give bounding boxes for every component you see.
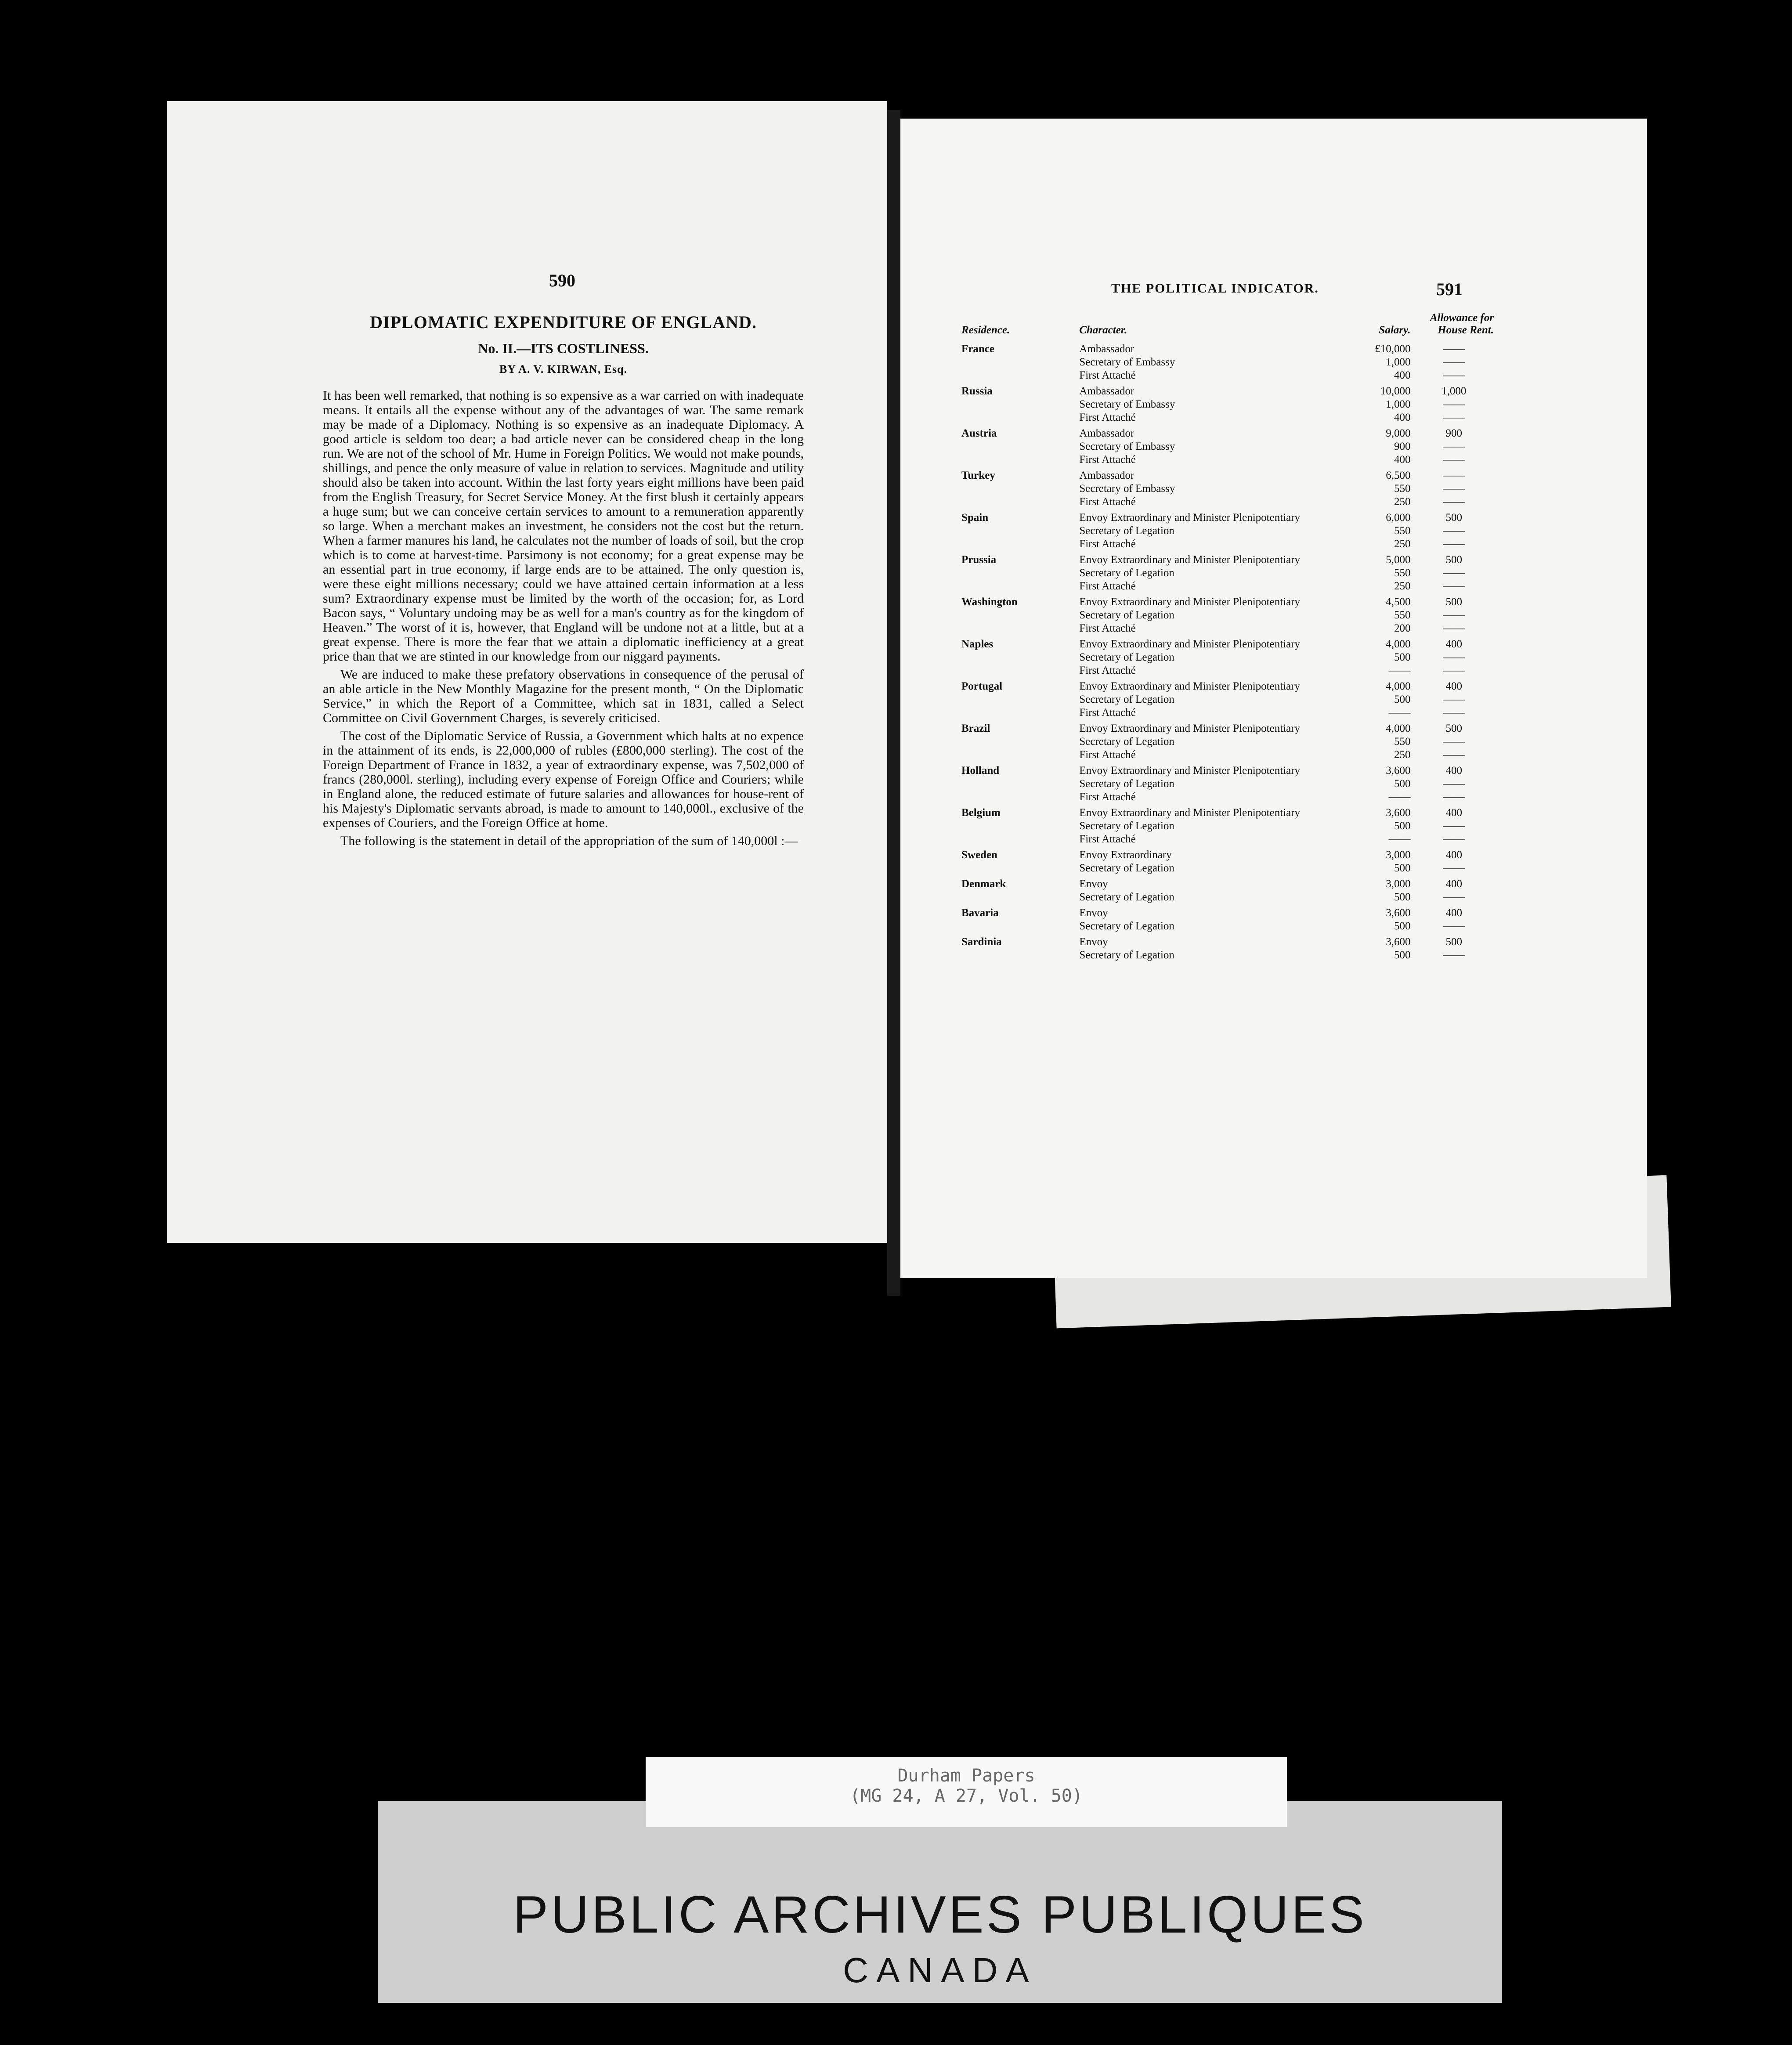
table-row [960,609,1496,622]
residence-cell: Washington [961,596,1018,608]
rent-cell: 500 [1445,512,1463,524]
residence-cell: Spain [961,512,989,524]
table-row [960,424,1496,440]
salary-cell: 6,500 [1386,470,1411,481]
residence-cell [960,706,1077,719]
character-cell: Ambassador [1079,385,1134,397]
table-row [960,551,1496,567]
table-row [960,949,1496,962]
salary-cell: —— [1388,665,1411,676]
table-row [960,466,1496,482]
residence-cell [960,398,1077,411]
residence-cell: Austria [961,427,997,439]
table-row [960,677,1496,693]
table-row [960,593,1496,609]
rent-cell: —— [1443,891,1465,903]
table-row [960,453,1496,466]
character-cell: First Attaché [1079,665,1136,676]
table-row [960,875,1496,891]
character-cell: Secretary of Legation [1079,609,1174,621]
rent-cell: —— [1443,525,1465,537]
rent-cell: —— [1443,949,1465,961]
character-cell: Secretary of Legation [1079,736,1174,748]
character-cell: First Attaché [1079,369,1136,381]
rent-cell: —— [1443,398,1465,410]
page-number: 591 [1436,279,1463,299]
character-cell: First Attaché [1079,412,1136,423]
article-paragraph: We are induced to make these prefatory observations in consequence of the perusal of an able article in the New Monthly Magazine for the present month, “ On the Diplomatic Service,” in which the Report of a Committee, which sat in 1831, called a Select Committee on Civil Government Charges, is severely criticised. [323,667,804,725]
running-head: THE POLITICAL INDICATOR. [1111,281,1319,296]
residence-cell [960,920,1077,933]
salary-cell: 4,500 [1386,596,1411,608]
residence-cell: Sardinia [961,936,1002,948]
table-row [960,762,1496,777]
table-row [960,920,1496,933]
rent-cell: —— [1443,483,1465,495]
residence-cell [960,735,1077,748]
table-row [960,356,1496,369]
salary-cell: 3,600 [1386,765,1411,777]
salary-cell: 550 [1394,609,1411,621]
table-row [960,846,1496,862]
archive-stamp [378,1801,1502,2003]
table-row [960,791,1496,804]
book-spine [887,110,900,1296]
residence-cell: Prussia [961,554,997,566]
character-cell: Envoy Extraordinary and Minister Plenipotentiary [1079,596,1301,608]
rent-cell: 1,000 [1442,385,1467,397]
character-cell: Envoy Extraordinary and Minister Plenipotentiary [1079,638,1301,650]
character-cell: Secretary of Legation [1079,525,1174,537]
character-cell: Secretary of Legation [1079,862,1174,874]
article [323,312,804,852]
residence-cell: Belgium [961,807,1001,819]
character-cell: Secretary of Embassy [1079,398,1175,410]
salary-cell: 4,000 [1386,638,1411,650]
salary-cell: 3,000 [1386,878,1411,890]
salary-cell: 3,600 [1386,907,1411,919]
character-cell: First Attaché [1079,454,1136,466]
character-cell: Secretary of Legation [1079,651,1174,663]
table-row [960,748,1496,762]
residence-cell [960,891,1077,904]
table-row [960,567,1496,580]
rent-cell: —— [1443,538,1465,550]
salary-cell: 250 [1394,749,1411,761]
character-cell: Secretary of Legation [1079,778,1174,790]
rent-cell: —— [1443,791,1465,803]
table-row [960,340,1496,356]
salary-cell: 550 [1394,483,1411,495]
residence-cell: Holland [961,765,1000,777]
rent-cell: —— [1443,694,1465,705]
salary-cell: £10,000 [1375,343,1411,355]
right-page [900,119,1647,1278]
rent-cell: —— [1443,665,1465,676]
salary-cell: 4,000 [1386,680,1411,692]
table-row [960,904,1496,920]
residence-cell [960,693,1077,706]
table-row [960,719,1496,735]
residence-cell: Turkey [961,470,995,481]
salary-cell: —— [1388,833,1411,845]
rent-cell: 400 [1445,878,1463,890]
table-row [960,891,1496,904]
salary-cell: 250 [1394,538,1411,550]
salary-cell: 900 [1394,441,1411,452]
table-row [960,538,1496,551]
character-cell: Envoy [1079,907,1108,919]
table-header-row [960,312,1496,340]
character-cell: First Attaché [1079,791,1136,803]
residence-cell [960,538,1077,551]
character-cell: Envoy Extraordinary [1079,849,1172,861]
character-cell: Envoy Extraordinary and Minister Plenipotentiary [1079,765,1301,777]
residence-cell: Sweden [961,849,997,861]
residence-cell [960,482,1077,495]
residence-header: Residence. [961,324,1010,336]
character-cell: Secretary of Legation [1079,920,1174,932]
rent-cell: 400 [1445,849,1463,861]
residence-cell [960,949,1077,962]
rent-cell: —— [1443,454,1465,466]
article-subtitle: No. II.—ITS COSTLINESS. [478,340,649,356]
residence-cell [960,664,1077,677]
rent-cell: —— [1443,833,1465,845]
salary-cell: 3,600 [1386,807,1411,819]
character-header: Character. [1079,324,1127,336]
residence-cell [960,609,1077,622]
salary-cell: 5,000 [1386,554,1411,566]
character-cell: Ambassador [1079,343,1134,355]
character-cell: Envoy Extraordinary and Minister Plenipotentiary [1079,807,1301,819]
salary-cell: 500 [1394,778,1411,790]
residence-cell: Denmark [961,878,1006,890]
salary-cell: 400 [1394,412,1411,423]
residence-cell [960,524,1077,538]
salary-cell: 500 [1394,949,1411,961]
rent-cell: 400 [1445,807,1463,819]
archive-label-line2: (MG 24, A 27, Vol. 50) [850,1786,1083,1806]
rent-cell: —— [1443,496,1465,508]
salary-cell: 550 [1394,525,1411,537]
salary-cell: 3,600 [1386,936,1411,948]
stamp-subtitle: CANADA [843,1951,1037,1990]
rent-cell: —— [1443,441,1465,452]
article-byline: BY A. V. KIRWAN, Esq. [499,363,628,376]
residence-cell: Portugal [961,680,1003,692]
salary-cell: 400 [1394,454,1411,466]
table-row [960,580,1496,593]
salary-cell: 250 [1394,580,1411,592]
rent-cell: —— [1443,580,1465,592]
residence-cell [960,622,1077,635]
table-row [960,833,1496,846]
salary-cell: 500 [1394,694,1411,705]
character-cell: Envoy Extraordinary and Minister Plenipotentiary [1079,680,1301,692]
salary-cell: 550 [1394,736,1411,748]
salary-table-body [960,340,1496,962]
character-cell: Envoy Extraordinary and Minister Plenipotentiary [1079,512,1301,524]
rent-cell: —— [1443,622,1465,634]
residence-cell: Brazil [961,723,990,734]
salary-cell: 500 [1394,920,1411,932]
residence-cell [960,651,1077,664]
rent-cell: 500 [1445,723,1463,734]
rent-header: Allowance for House Rent. [1430,312,1494,336]
table-row [960,651,1496,664]
rent-cell: —— [1443,356,1465,368]
character-cell: First Attaché [1079,538,1136,550]
residence-cell [960,777,1077,791]
table-row [960,804,1496,820]
character-cell: First Attaché [1079,833,1136,845]
table-row [960,382,1496,398]
rent-cell: —— [1443,778,1465,790]
residence-cell [960,833,1077,846]
rent-cell: —— [1443,920,1465,932]
rent-cell: —— [1443,412,1465,423]
article-paragraph: The cost of the Diplomatic Service of Russia, a Government which halts at no expence in the attainment of its ends, is 22,000,000 of rubles (£800,000 sterling). The cost of the Foreign Department of France in 1832, a year of extraordinary expense, was 7,502,000 of francs (280,000l. sterling), including every expense of Foreign Office and Couriers; while in England alone, the reduced estimate of future salaries and allowances for house-rent of his Majesty's Diplomatic servants abroad, is made to amount to 140,000l., exclusive of the expenses of Couriers, and the Foreign Office at home. [323,729,804,830]
character-cell: Secretary of Legation [1079,820,1174,832]
rent-cell: 400 [1445,765,1463,777]
archive-label [646,1757,1287,1827]
character-cell: First Attaché [1079,749,1136,761]
rent-cell: —— [1443,567,1465,579]
residence-cell [960,356,1077,369]
salary-table-wrapper [960,312,1496,962]
salary-cell: 500 [1394,862,1411,874]
rent-cell: 500 [1445,936,1463,948]
salary-cell: —— [1388,707,1411,719]
residence-cell [960,748,1077,762]
page-number: 590 [549,271,575,290]
character-cell: Envoy Extraordinary and Minister Plenipotentiary [1079,723,1301,734]
rent-cell: —— [1443,707,1465,719]
article-paragraph: The following is the statement in detail of the appropriation of the sum of 140,000l :— [340,834,798,848]
residence-cell [960,411,1077,424]
salary-cell: 500 [1394,820,1411,832]
character-cell: Secretary of Legation [1079,567,1174,579]
rent-cell: 400 [1445,638,1463,650]
character-cell: Secretary of Embassy [1079,356,1175,368]
stamp-title: PUBLIC ARCHIVES PUBLIQUES [513,1885,1367,1944]
rent-cell: 500 [1445,554,1463,566]
character-cell: Secretary of Embassy [1079,441,1175,452]
rent-cell: 500 [1445,596,1463,608]
rent-cell: —— [1443,609,1465,621]
residence-cell [960,567,1077,580]
rent-cell: —— [1443,470,1465,481]
residence-cell: Naples [961,638,994,650]
rent-cell: 400 [1445,907,1463,919]
rent-cell: 900 [1445,427,1463,439]
salary-cell: 250 [1394,496,1411,508]
salary-cell: 3,000 [1386,849,1411,861]
table-row [960,482,1496,495]
residence-cell [960,862,1077,875]
salary-cell: 400 [1394,369,1411,381]
salary-table [960,312,1496,962]
table-row [960,635,1496,651]
salary-cell: 1,000 [1386,398,1411,410]
salary-header: Salary. [1379,324,1411,336]
rent-cell: 400 [1445,680,1463,692]
rent-cell: —— [1443,343,1465,355]
character-cell: First Attaché [1079,707,1136,719]
rent-cell: —— [1443,369,1465,381]
character-cell: Secretary of Legation [1079,949,1174,961]
table-row [960,933,1496,949]
character-cell: Secretary of Embassy [1079,483,1175,495]
salary-cell: —— [1388,791,1411,803]
salary-cell: 500 [1394,891,1411,903]
rent-cell: —— [1443,820,1465,832]
character-cell: Secretary of Legation [1079,891,1174,903]
salary-cell: 9,000 [1386,427,1411,439]
rent-cell: —— [1443,651,1465,663]
residence-cell [960,791,1077,804]
residence-cell: France [961,343,994,355]
table-row [960,495,1496,509]
article-title: DIPLOMATIC EXPENDITURE OF ENGLAND. [370,312,757,332]
table-row [960,369,1496,382]
residence-cell [960,453,1077,466]
table-row [960,440,1496,453]
table-row [960,622,1496,635]
residence-cell: Russia [961,385,993,397]
character-cell: First Attaché [1079,580,1136,592]
article-paragraph: It has been well remarked, that nothing is so expensive as a war carried on with inadequate means. It entails all the expense without any of the advantages of war. The same remark may be made of a Diplomacy. Nothing is so expensive as an inadequate Diplomacy. A good article is seldom too dear; a bad article never can be considered cheap in the long run. We are not of the school of Mr. Hume in Foreign Politics. We would not make pounds, shillings, and pence the only measure of value in relation to services. Magnitude and utility should also be taken into account. Within the last forty years eight millions have been paid from the English Treasury, for Secret Service Money. At the first blush it certainly appears a huge sum; but we can conceive certain services to amount to a remuneration apparently so large. When a merchant makes an investment, he considers not the cost but the return. When a farmer manures his land, he calculates not the number of loads of soil, but the crop which is to come at harvest-time. Parsimony is not economy; for a great expense may be an essential part in true economy, if large ends are to be attained. The only question is, were these eight millions necessary; could we have attained certain information at a less sum? Extraordinary expense must be limited by the worth of the occasion; for, as Lord Bacon says, “ Voluntary undoing may be as well for a man's country as for the kingdom of Heaven.” The worst of it is, however, that England will be undone not at a little, but at a great expense. There is more the fear that we attain a diplomatic inefficiency at a great price than that we are stinted in our knowledge from our niggard payments. [323,388,804,664]
residence-cell [960,369,1077,382]
salary-cell: 200 [1394,622,1411,634]
character-cell: First Attaché [1079,496,1136,508]
salary-cell: 1,000 [1386,356,1411,368]
salary-cell: 4,000 [1386,723,1411,734]
character-cell: Envoy Extraordinary and Minister Plenipotentiary [1079,554,1301,566]
residence-cell: Bavaria [961,907,999,919]
table-row [960,862,1496,875]
character-cell: Secretary of Legation [1079,694,1174,705]
table-row [960,693,1496,706]
table-row [960,735,1496,748]
table-row [960,509,1496,524]
character-cell: Ambassador [1079,470,1134,481]
salary-cell: 550 [1394,567,1411,579]
rent-cell: —— [1443,736,1465,748]
salary-cell: 500 [1394,651,1411,663]
salary-cell: 6,000 [1386,512,1411,524]
character-cell: Envoy [1079,936,1108,948]
residence-cell [960,580,1077,593]
salary-cell: 10,000 [1380,385,1411,397]
table-row [960,398,1496,411]
left-page [167,101,887,1243]
rent-cell: —— [1443,862,1465,874]
table-row [960,777,1496,791]
table-row [960,820,1496,833]
archive-label-line1: Durham Papers [897,1766,1035,1786]
character-cell: First Attaché [1079,622,1136,634]
table-row [960,664,1496,677]
residence-cell [960,440,1077,453]
residence-cell [960,495,1077,509]
character-cell: Envoy [1079,878,1108,890]
table-row [960,524,1496,538]
table-row [960,706,1496,719]
rent-cell: —— [1443,749,1465,761]
table-row [960,411,1496,424]
residence-cell [960,820,1077,833]
character-cell: Ambassador [1079,427,1134,439]
